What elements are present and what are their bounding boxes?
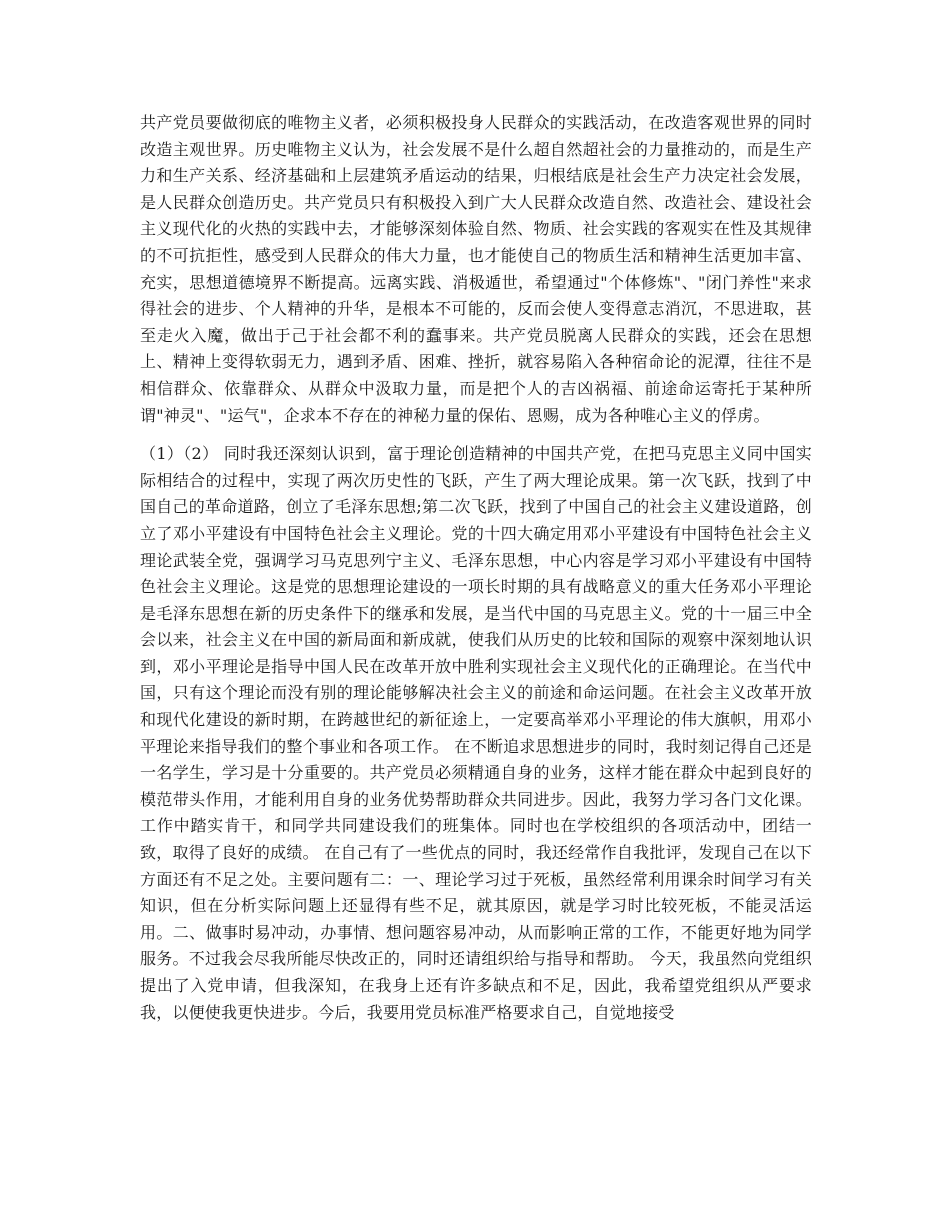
paragraph-materialism: 共产党员要做彻底的唯物主义者，必须积极投身人民群众的实践活动，在改造客观世界的同时改造主观世界。历史唯物主义认为，社会发展不是什么超自然超社会的力量推动的，而是生产力和生产关系、经济基础和上层建筑矛盾运动的结果，归根结底是社会生产力决定社会发展，是人民群众创造历史。共产党员只有积极投入到广大人民群众改造自然、改造社会、建设社会主义现代化的火热的实践中去，才能够深刻体验自然、物质、社会实践的客观实在性及其规律的不可抗拒性，感受到人民群众的伟大力量，也才能使自己的物质生活和精神生活更加丰富、充实，思想道德境界不断提高。远离实践、消极遁世，希望通过"个体修炼"、"闭门养性"来求得社会的进步、个人精神的升华，是根本不可能的，反而会使人变得意志消沉，不思进取，甚至走火入魔，做出于己于社会都不利的蠢事来。共产党员脱离人民群众的实践，还会在思想上、精神上变得软弱无力，遇到矛盾、困难、挫折，就容易陷入各种宿命论的泥潭，往往不是相信群众、依靠群众、从群众中汲取力量，而是把个人的吉凶祸福、前途命运寄托于某种所谓"神灵"、"运气"，企求本不存在的神秘力量的保佑、恩赐，成为各种唯心主义的俘虏。 [140,113,812,425]
paragraph-theory-and-self-review: （1）（2） 同时我还深刻认识到，富于理论创造精神的中国共产党，在把马克思主义同中国实际相结合的过程中，实现了两次历史性的飞跃，产生了两大理论成果。第一次飞跃，找到了中国自己的革命道路，创立了毛泽东思想;第二次飞跃，找到了中国自己的社会主义建设道路，创立了邓小平建设有中国特色社会主义理论。党的十四大确定用邓小平建设有中国特色社会主义理论武装全党，强调学习马克思列宁主义、毛泽东思想，中心内容是学习邓小平建设有中国特色社会主义理论。这是党的思想理论建设的一项长时期的具有战略意义的重大任务邓小平理论是毛泽东思想在新的历史条件下的继承和发展，是当代中国的马克思主义。党的十一届三中全会以来，社会主义在中国的新局面和新成就，使我们从历史的比较和国际的观察中深刻地认识到，邓小平理论是指导中国人民在改革开放中胜利实现社会主义现代化的正确理论。在当代中国，只有这个理论而没有别的理论能够解决社会主义的前途和命运问题。在社会主义改革开放和现代化建设的新时期，在跨越世纪的新征途上，一定要高举邓小平理论的伟大旗帜，用邓小平理论来指导我们的整个事业和各项工作。 在不断追求思想进步的同时，我时刻记得自己还是一名学生，学习是十分重要的。共产党员必须精通自身的业务，这样才能在群众中起到良好的模范带头作用，才能利用自身的业务优势帮助群众共同进步。因此，我努力学习各门文化课。工作中踏实肯干，和同学共同建设我们的班集体。同时也在学校组织的各项活动中，团结一致，取得了良好的成绩。 在自己有了一些优点的同时，我还经常作自我批评，发现自己在以下方面还有不足之处。主要问题有二：一、理论学习过于死板，虽然经常利用课余时间学习有关知识，但在分析实际问题上还显得有些不足，就其原因，就是学习时比较死板，不能灵活运用。二、做事时易冲动，办事情、想问题容易冲动，从而影响正常的工作，不能更好地为同学服务。不过我会尽我所能尽快改正的，同时还请组织给与指导和帮助。 今天，我虽然向党组织提出了入党申请，但我深知，在我身上还有许多缺点和不足，因此，我希望党组织从严要求我，以便使我更快进步。今后，我要用党员标准严格要求自己，自觉地接受 [140,444,812,1022]
document-page [140,110,812,1026]
